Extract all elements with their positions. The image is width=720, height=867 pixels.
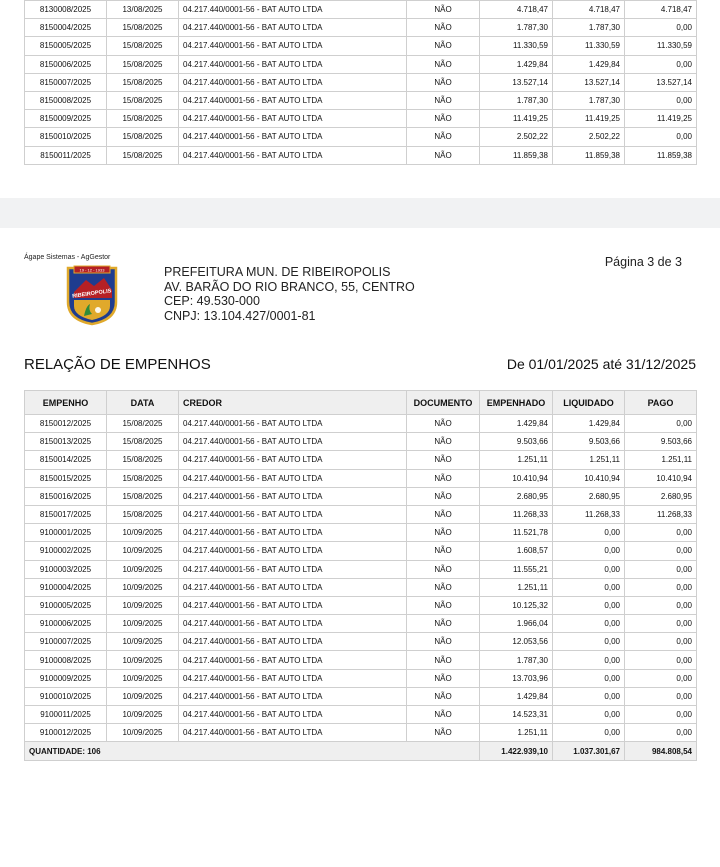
cell-pago: 0,00 [625,19,697,37]
cell-data: 15/08/2025 [107,37,179,55]
total-empenhado: 1.422.939,10 [480,742,553,761]
cell-empenho: 8150005/2025 [25,37,107,55]
cell-empenho: 9100002/2025 [25,542,107,560]
cell-documento: NÃO [407,596,480,614]
cell-empenhado: 1.787,30 [480,19,553,37]
cell-empenhado: 1.429,84 [480,55,553,73]
cell-liquidado: 0,00 [553,706,625,724]
cell-empenhado: 11.521,78 [480,524,553,542]
cell-pago: 0,00 [625,687,697,705]
cell-documento: NÃO [407,542,480,560]
cell-credor: 04.217.440/0001-56 - BAT AUTO LTDA [179,687,407,705]
cell-pago: 0,00 [625,669,697,687]
cell-empenhado: 14.523,31 [480,706,553,724]
cell-documento: NÃO [407,706,480,724]
cell-pago: 0,00 [625,91,697,109]
cell-pago: 0,00 [625,633,697,651]
cell-liquidado: 2.680,95 [553,487,625,505]
cell-empenho: 9100010/2025 [25,687,107,705]
cell-credor: 04.217.440/0001-56 - BAT AUTO LTDA [179,128,407,146]
cell-pago: 2.680,95 [625,487,697,505]
cell-empenhado: 1.251,11 [480,724,553,742]
cell-empenho: 8150013/2025 [25,433,107,451]
cell-liquidado: 1.429,84 [553,55,625,73]
col-liquidado: LIQUIDADO [553,391,625,415]
cell-credor: 04.217.440/0001-56 - BAT AUTO LTDA [179,505,407,523]
cell-pago: 1.251,11 [625,451,697,469]
cell-data: 10/09/2025 [107,633,179,651]
cell-data: 15/08/2025 [107,128,179,146]
cell-empenho: 8150012/2025 [25,415,107,433]
software-label: Ágape Sistemas - AgGestor [24,254,111,261]
cell-documento: NÃO [407,146,480,164]
table-row [25,633,697,651]
institution-info [164,265,415,323]
cell-credor: 04.217.440/0001-56 - BAT AUTO LTDA [179,469,407,487]
cell-empenho: 8150008/2025 [25,91,107,109]
table-row [25,687,697,705]
cell-documento: NÃO [407,669,480,687]
table-header-row [25,391,697,415]
cell-credor: 04.217.440/0001-56 - BAT AUTO LTDA [179,542,407,560]
cell-liquidado: 11.419,25 [553,110,625,128]
cell-liquidado: 10.410,94 [553,469,625,487]
cell-empenhado: 1.251,11 [480,451,553,469]
cell-liquidado: 1.787,30 [553,91,625,109]
cell-documento: NÃO [407,615,480,633]
col-credor: CREDOR [179,391,407,415]
cell-liquidado: 0,00 [553,560,625,578]
table-row [25,560,697,578]
cell-documento: NÃO [407,578,480,596]
cell-empenho: 9100012/2025 [25,724,107,742]
table-row [25,542,697,560]
cell-empenho: 8150009/2025 [25,110,107,128]
cell-data: 10/09/2025 [107,524,179,542]
cell-empenhado: 1.966,04 [480,615,553,633]
table-row [25,451,697,469]
cell-empenho: 8150004/2025 [25,19,107,37]
cell-pago: 0,00 [625,415,697,433]
cell-documento: NÃO [407,19,480,37]
cell-empenhado: 11.859,38 [480,146,553,164]
cell-pago: 0,00 [625,55,697,73]
cell-data: 13/08/2025 [107,1,179,19]
empenhos-table [24,390,697,761]
cell-liquidado: 0,00 [553,724,625,742]
cell-empenhado: 2.502,22 [480,128,553,146]
cell-data: 15/08/2025 [107,146,179,164]
cell-liquidado: 11.268,33 [553,505,625,523]
logo-text: RIBEIROPOLIS [71,288,112,300]
cell-empenho: 9100004/2025 [25,578,107,596]
cell-empenhado: 9.503,66 [480,433,553,451]
table-row [25,55,697,73]
cell-empenho: 8150010/2025 [25,128,107,146]
table-row [25,669,697,687]
table-row [25,596,697,614]
cell-liquidado: 0,00 [553,524,625,542]
cell-pago: 4.718,47 [625,1,697,19]
cell-documento: NÃO [407,633,480,651]
col-empenhado: EMPENHADO [480,391,553,415]
cell-empenhado: 1.251,11 [480,578,553,596]
cell-credor: 04.217.440/0001-56 - BAT AUTO LTDA [179,73,407,91]
cell-pago: 0,00 [625,542,697,560]
cell-data: 10/09/2025 [107,615,179,633]
coat-of-arms-logo [64,262,120,326]
cell-credor: 04.217.440/0001-56 - BAT AUTO LTDA [179,37,407,55]
cell-credor: 04.217.440/0001-56 - BAT AUTO LTDA [179,146,407,164]
table-row [25,91,697,109]
cell-liquidado: 13.527,14 [553,73,625,91]
total-liquidado: 1.037.301,67 [553,742,625,761]
cell-liquidado: 11.330,59 [553,37,625,55]
cell-credor: 04.217.440/0001-56 - BAT AUTO LTDA [179,724,407,742]
cell-data: 15/08/2025 [107,73,179,91]
cell-pago: 11.330,59 [625,37,697,55]
table-row [25,724,697,742]
cell-data: 15/08/2025 [107,487,179,505]
cell-liquidado: 11.859,38 [553,146,625,164]
report-title: RELAÇÃO DE EMPENHOS [24,356,211,373]
cell-data: 15/08/2025 [107,110,179,128]
cell-empenhado: 1.787,30 [480,651,553,669]
cell-pago: 9.503,66 [625,433,697,451]
cell-data: 15/08/2025 [107,469,179,487]
table-row [25,615,697,633]
cell-data: 10/09/2025 [107,669,179,687]
cell-pago: 10.410,94 [625,469,697,487]
cell-empenhado: 11.268,33 [480,505,553,523]
report-period: De 01/01/2025 até 31/12/2025 [506,356,696,372]
cell-credor: 04.217.440/0001-56 - BAT AUTO LTDA [179,651,407,669]
cell-documento: NÃO [407,560,480,578]
cell-empenho: 9100006/2025 [25,615,107,633]
cell-credor: 04.217.440/0001-56 - BAT AUTO LTDA [179,433,407,451]
cell-liquidado: 4.718,47 [553,1,625,19]
cell-pago: 0,00 [625,651,697,669]
cell-data: 10/09/2025 [107,542,179,560]
cell-credor: 04.217.440/0001-56 - BAT AUTO LTDA [179,633,407,651]
cell-empenhado: 10.125,32 [480,596,553,614]
cell-empenhado: 1.608,57 [480,542,553,560]
cell-pago: 11.419,25 [625,110,697,128]
empenhos-table-body [25,415,697,742]
cell-documento: NÃO [407,128,480,146]
cell-credor: 04.217.440/0001-56 - BAT AUTO LTDA [179,55,407,73]
cell-empenho: 8150016/2025 [25,487,107,505]
cell-pago: 0,00 [625,578,697,596]
cell-credor: 04.217.440/0001-56 - BAT AUTO LTDA [179,487,407,505]
cell-empenhado: 1.787,30 [480,91,553,109]
cell-credor: 04.217.440/0001-56 - BAT AUTO LTDA [179,91,407,109]
col-pago: PAGO [625,391,697,415]
page-number: Página 3 de 3 [604,255,682,269]
table-row [25,706,697,724]
cell-empenho: 8150006/2025 [25,55,107,73]
previous-page-table-body [25,1,697,165]
cell-documento: NÃO [407,433,480,451]
table-row [25,110,697,128]
table-row [25,469,697,487]
table-row [25,1,697,19]
page-separator [0,198,720,228]
cell-pago: 0,00 [625,128,697,146]
cell-empenho: 9100008/2025 [25,651,107,669]
cell-credor: 04.217.440/0001-56 - BAT AUTO LTDA [179,669,407,687]
col-empenho: EMPENHO [25,391,107,415]
cell-liquidado: 1.251,11 [553,451,625,469]
cell-documento: NÃO [407,469,480,487]
cell-credor: 04.217.440/0001-56 - BAT AUTO LTDA [179,415,407,433]
cell-data: 10/09/2025 [107,560,179,578]
table-row [25,19,697,37]
cell-data: 15/08/2025 [107,433,179,451]
cell-data: 15/08/2025 [107,19,179,37]
cell-credor: 04.217.440/0001-56 - BAT AUTO LTDA [179,1,407,19]
cell-empenhado: 1.429,84 [480,687,553,705]
cell-documento: NÃO [407,55,480,73]
cell-data: 15/08/2025 [107,55,179,73]
cell-documento: NÃO [407,451,480,469]
cell-empenho: 9100001/2025 [25,524,107,542]
cell-empenho: 9100011/2025 [25,706,107,724]
cell-data: 15/08/2025 [107,91,179,109]
col-documento: DOCUMENTO [407,391,480,415]
cell-credor: 04.217.440/0001-56 - BAT AUTO LTDA [179,451,407,469]
cell-empenhado: 4.718,47 [480,1,553,19]
cell-documento: NÃO [407,724,480,742]
cell-data: 10/09/2025 [107,596,179,614]
cell-credor: 04.217.440/0001-56 - BAT AUTO LTDA [179,596,407,614]
cell-pago: 11.268,33 [625,505,697,523]
cell-documento: NÃO [407,415,480,433]
cell-documento: NÃO [407,524,480,542]
table-row [25,487,697,505]
cell-empenhado: 11.555,21 [480,560,553,578]
cell-data: 10/09/2025 [107,706,179,724]
cell-liquidado: 0,00 [553,687,625,705]
cell-documento: NÃO [407,91,480,109]
cell-liquidado: 0,00 [553,615,625,633]
cell-liquidado: 1.429,84 [553,415,625,433]
cell-liquidado: 9.503,66 [553,433,625,451]
cell-liquidado: 2.502,22 [553,128,625,146]
table-row [25,433,697,451]
cell-empenhado: 11.330,59 [480,37,553,55]
cell-empenho: 8150007/2025 [25,73,107,91]
table-row [25,505,697,523]
cell-documento: NÃO [407,687,480,705]
cell-documento: NÃO [407,1,480,19]
cell-credor: 04.217.440/0001-56 - BAT AUTO LTDA [179,19,407,37]
table-row [25,128,697,146]
cell-empenho: 8130008/2025 [25,1,107,19]
table-row [25,524,697,542]
cell-liquidado: 0,00 [553,578,625,596]
total-pago: 984.808,54 [625,742,697,761]
cell-data: 10/09/2025 [107,578,179,596]
totals-row [25,742,697,761]
cell-credor: 04.217.440/0001-56 - BAT AUTO LTDA [179,578,407,596]
cell-documento: NÃO [407,651,480,669]
cell-pago: 0,00 [625,524,697,542]
cell-empenhado: 11.419,25 [480,110,553,128]
cell-empenho: 9100005/2025 [25,596,107,614]
cell-empenho: 9100009/2025 [25,669,107,687]
cell-pago: 13.527,14 [625,73,697,91]
institution-address: AV. BARÃO DO RIO BRANCO, 55, CENTRO [164,279,415,294]
cell-documento: NÃO [407,110,480,128]
table-row [25,578,697,596]
cell-data: 15/08/2025 [107,505,179,523]
table-row [25,37,697,55]
table-row [25,146,697,164]
cell-empenho: 8150011/2025 [25,146,107,164]
cell-documento: NÃO [407,487,480,505]
cell-empenho: 9100007/2025 [25,633,107,651]
cell-pago: 0,00 [625,706,697,724]
cell-empenho: 8150017/2025 [25,505,107,523]
previous-page-table [24,0,697,165]
cell-documento: NÃO [407,505,480,523]
cell-empenhado: 13.527,14 [480,73,553,91]
cell-documento: NÃO [407,37,480,55]
cell-credor: 04.217.440/0001-56 - BAT AUTO LTDA [179,524,407,542]
cell-credor: 04.217.440/0001-56 - BAT AUTO LTDA [179,110,407,128]
cell-credor: 04.217.440/0001-56 - BAT AUTO LTDA [179,560,407,578]
institution-cep: CEP: 49.530-000 [164,294,260,308]
cell-pago: 11.859,38 [625,146,697,164]
cell-data: 10/09/2025 [107,687,179,705]
cell-empenhado: 1.429,84 [480,415,553,433]
total-quantity: QUANTIDADE: 106 [25,742,480,761]
cell-data: 15/08/2025 [107,451,179,469]
cell-empenho: 8150015/2025 [25,469,107,487]
cell-data: 15/08/2025 [107,415,179,433]
table-row [25,651,697,669]
cell-pago: 0,00 [625,615,697,633]
cell-empenho: 9100003/2025 [25,560,107,578]
cell-data: 10/09/2025 [107,724,179,742]
cell-empenho: 8150014/2025 [25,451,107,469]
cell-pago: 0,00 [625,560,697,578]
table-row [25,73,697,91]
cell-empenhado: 13.703,96 [480,669,553,687]
cell-pago: 0,00 [625,596,697,614]
cell-liquidado: 0,00 [553,633,625,651]
cell-empenhado: 2.680,95 [480,487,553,505]
cell-credor: 04.217.440/0001-56 - BAT AUTO LTDA [179,706,407,724]
cell-data: 10/09/2025 [107,651,179,669]
cell-empenhado: 10.410,94 [480,469,553,487]
cell-liquidado: 0,00 [553,542,625,560]
cell-documento: NÃO [407,73,480,91]
cell-liquidado: 0,00 [553,651,625,669]
table-row [25,415,697,433]
institution-name: PREFEITURA MUN. DE RIBEIROPOLIS [164,265,391,279]
cell-empenhado: 12.053,56 [480,633,553,651]
cell-liquidado: 0,00 [553,596,625,614]
col-data: DATA [107,391,179,415]
cell-pago: 0,00 [625,724,697,742]
cell-credor: 04.217.440/0001-56 - BAT AUTO LTDA [179,615,407,633]
cell-liquidado: 0,00 [553,669,625,687]
institution-cnpj: CNPJ: 13.104.427/0001-81 [164,308,316,323]
logo-date: 19 - 12 - 1933 [79,267,105,273]
cell-liquidado: 1.787,30 [553,19,625,37]
